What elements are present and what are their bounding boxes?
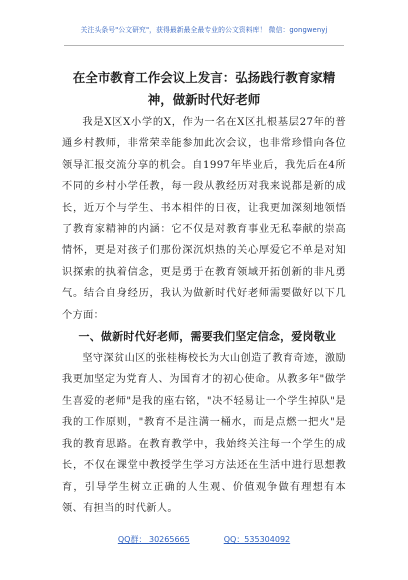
qq-contact-link[interactable]: QQ：535304092 <box>223 535 291 544</box>
qq-group-link[interactable]: QQ群： 30265665 <box>117 535 190 544</box>
header-divider <box>64 45 344 46</box>
header-banner: 关注头条号"公文研究"，获得最新最全最专业的公文资料库！ 微信：gongwenyj <box>80 26 328 34</box>
footer-contacts <box>0 534 408 545</box>
paragraph-section-1: 坚守深贫山区的张桂梅校长为大山创造了教育奇迹，激励我更加坚定为党育人、为国育才的初心使命。从教多年"做学生喜爱的老师"是我的座右铭，"决不轻易让一个学生掉队"是我的工作原则，"教育不是注满一桶水，而是点燃一把火"是我的教育思路。在教育教学中，我始终关注每一个学生的成长，不仅在课堂中教授学生学习方法还在生活中进行思想教育，引导学生树立正确的人生观、价值观争做有理想有本领、有担当的时代新人。 <box>62 353 346 514</box>
section-heading: 一、做新时代好老师，需要我们坚定信念，爱岗敬业 <box>78 330 337 344</box>
document-title: 在全市教育工作会议上发言：弘扬践行教育家精神，做新时代好老师 <box>72 70 336 107</box>
document-body <box>62 112 346 519</box>
paragraph-intro: 我是X区X小学的X，作为一名在X区扎根基层27年的普通乡村教师，非常荣幸能参加此次会议，也非常珍惜向各位领导汇报交流分享的机会。自1997年毕业后，我先后在4所不同的乡村小学任教，每一段从教经历对我来说都是新的成长，近万个与学生、书本相伴的日夜，让我更加深刻地领悟了教育家精神的内涵：它不仅是对教育事业无私奉献的崇高情怀，更是对孩子们那份深沉炽热的关心厚爱它不单是对知识探索的执着信念，更是勇于在教育领域开拓创新的非凡勇气。结合自身经历，我认为做新时代好老师需要做好以下几个方面： <box>62 117 346 321</box>
